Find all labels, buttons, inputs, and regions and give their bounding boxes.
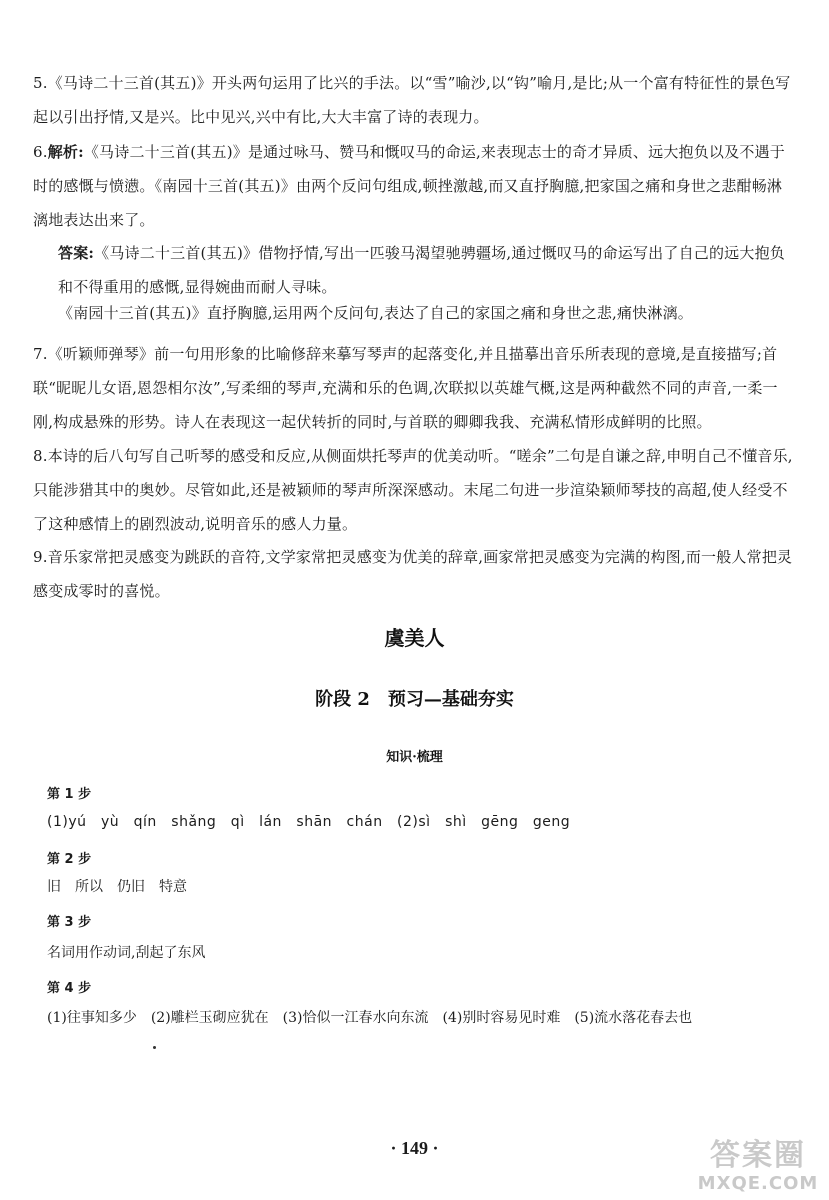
answer-7 <box>33 337 793 439</box>
section-title: 虞美人 <box>384 626 445 650</box>
step-2-content: 旧 所以 仍旧 特意 <box>47 879 187 895</box>
step-1-content: (1)yú yù qín shǎng qì lán shān chán (2)sì shì gēng geng <box>47 814 571 830</box>
answer-8 <box>33 439 793 541</box>
step-1-label: 第 1 步 <box>47 787 92 802</box>
answer-text: 《南园十三首(其五)》直抒胸臆,运用两个反问句,表达了自己的家国之痛和身世之悲,痛快淋漓。 <box>58 304 694 322</box>
answer-text: 《马诗二十三首(其五)》开头两句运用了比兴的手法。以“雪”喻沙,以“钩”喻月,是比;从一个富有特征性的景色写起以引出抒情,又是兴。比中见兴,兴中有比,大大丰富了诗的表现力。 <box>33 74 791 126</box>
answer-text: 《听颖师弹琴》前一句用形象的比喻修辞来摹写琴声的起落变化,并且描摹出音乐所表现的意境,是直接描写;首联“昵昵儿女语,恩怨相尔汝”,写柔细的琴声,充满和乐的色调,次联拟以英雄气概,这是两种截然不同的声音,一柔一刚,构成悬殊的形势。诗人在表现这一起伏转折的同时,与首联的卿卿我我、充满私情形成鲜明的比照。 <box>33 345 778 431</box>
answer-number: 8. <box>33 447 48 465</box>
answer-9 <box>33 540 793 608</box>
step-4-label: 第 4 步 <box>47 981 92 996</box>
answer-number: 5. <box>33 74 48 92</box>
watermark-logo-text: 答案圈 <box>710 1138 806 1173</box>
answer-number: 9. <box>33 548 48 566</box>
answer-6-answer-cont <box>58 296 793 330</box>
analysis-label: 解析: <box>47 143 84 161</box>
answer-6-analysis <box>33 135 793 237</box>
answer-text: 音乐家常把灵感变为跳跃的音符,文学家常把灵感变为优美的辞章,画家常把灵感变为完满的构图,而一般人常把灵感变成零时的喜悦。 <box>33 548 793 600</box>
step-3-label: 第 3 步 <box>47 915 92 930</box>
answer-6-answer <box>58 236 793 304</box>
step-2-label: 第 2 步 <box>47 852 92 867</box>
stage-title: 阶段 2 预习—基础夯实 <box>315 689 514 710</box>
page-number: · 149 · <box>390 1138 439 1158</box>
answer-text: 《马诗二十三首(其五)》是通过咏马、赞马和慨叹马的命运,来表现志士的奇才异质、远大抱负以及不遇于时的感慨与愤懑。《南园十三首(其五)》由两个反问句组成,顿挫激越,而又直抒胸臆,把家国之痛和身世之悲酣畅淋漓地表达出来了。 <box>33 143 785 229</box>
answer-number: 6. <box>33 143 48 161</box>
answer-number: 7. <box>33 345 48 363</box>
stray-dot <box>153 1046 156 1049</box>
step-4-content: (1)往事知多少 (2)雕栏玉砌应犹在 (3)恰似一江春水向东流 (4)别时容易见时难 (5)流水落花春去也 <box>47 1010 693 1026</box>
watermark-url: MXQE.COM <box>697 1173 819 1194</box>
step-3-content: 名词用作动词,刮起了东风 <box>47 945 206 961</box>
answer-label: 答案: <box>58 244 95 262</box>
sub-title: 知识·梳理 <box>386 750 443 765</box>
answer-5 <box>33 66 793 134</box>
watermark <box>693 1139 823 1194</box>
answer-text: 《马诗二十三首(其五)》借物抒情,写出一匹骏马渴望驰骋疆场,通过慨叹马的命运写出了自己的远大抱负和不得重用的感慨,显得婉曲而耐人寻味。 <box>58 244 785 296</box>
answer-text: 本诗的后八句写自己听琴的感受和反应,从侧面烘托琴声的优美动听。“嗟余”二句是自谦之辞,申明自己不懂音乐,只能涉猎其中的奥妙。尽管如此,还是被颖师的琴声所深深感动。末尾二句进一步渲染颖师琴技的高超,使人经受不了这种感情上的剧烈波动,说明音乐的感人力量。 <box>33 447 793 533</box>
